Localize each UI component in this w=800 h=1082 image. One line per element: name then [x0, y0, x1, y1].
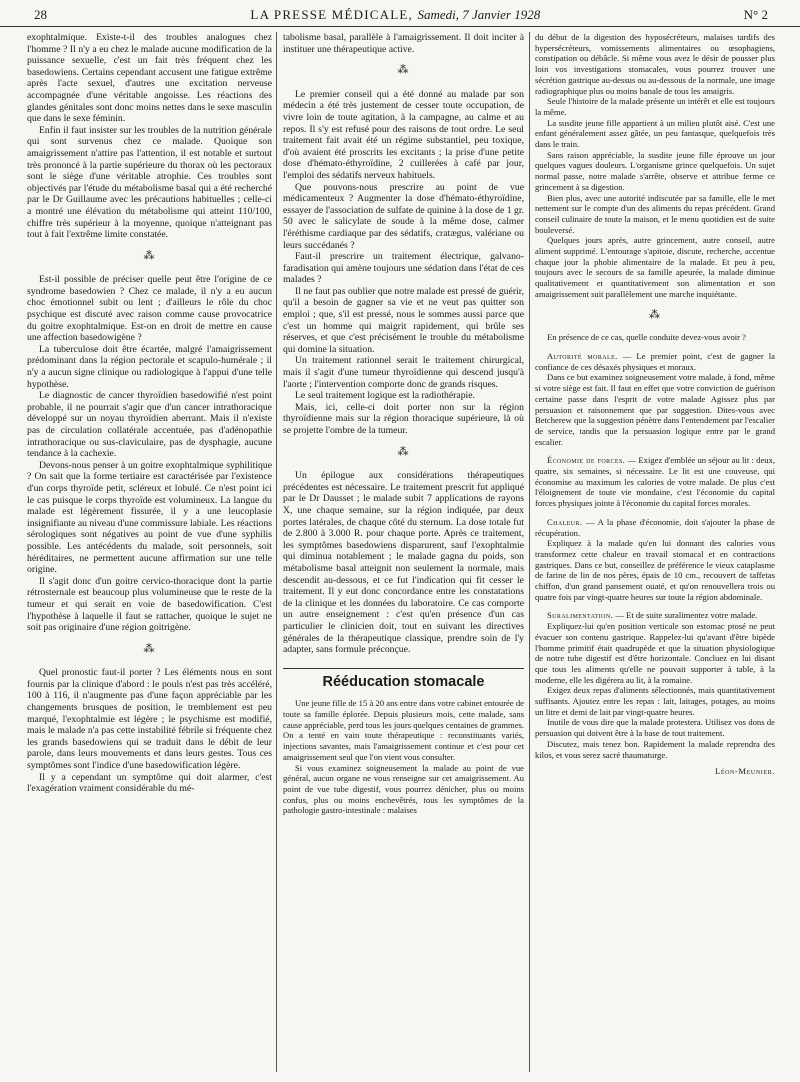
section-ornament: ⁂	[143, 249, 156, 262]
paragraph	[535, 517, 775, 538]
paragraph-text: — Le premier point, c'est de gagner la confiance de ces désaxés physiques et moraux.	[535, 350, 775, 372]
paragraph: du début de la digestion des hyposécréteurs, malaises tardifs des hypersécréteurs, vomissements alimentaires ou œsophagiens, constipation ou débâcle. Si même vous avez le désir de pousser plus loin vos investigations stomacales, vous pourrez trouver une sécrétion gastrique au-dessus ou au-dessous de la normale, une image radiographique plus ou moins banale de tous les amaigris.	[535, 32, 775, 96]
paragraph	[535, 610, 775, 621]
paragraph: Faut-il prescrire un traitement électrique, galvano-faradisation qui amène toujours une sédation dans l'état de ces malades ?	[283, 251, 524, 286]
paragraph: Exigez deux repas d'aliments sélectionnés, mais quantitativement suffisants. Ajoutez entre les repas : lait, laitages, potages, au moins un litre et demi de lait par vingt-quatre heures.	[535, 685, 775, 717]
paragraph: La susdite jeune fille appartient à un milieu plutôt aisé. C'est une enfant généralement assez gâtée, un peu fantasque, quelquefois très dans le train.	[535, 117, 775, 150]
issue-number: N° 2	[743, 7, 768, 22]
paragraph: Est-il possible de préciser quelle peut être l'origine de ce syndrome basedowien ? Chez ce malade, il n'y a eu aucun choc émotionnel subit ou lent ; d'ailleurs le rôle du choc psychique est discuté avec raison comme cause provocatrice du goitre exophtalmique. Est-on en droit de mettre en cause une affection basedowigène ?	[27, 274, 272, 344]
issue-date: Samedi, 7 Janvier 1928	[417, 7, 541, 22]
subheading: Économie de forces.	[547, 455, 626, 466]
section-title: Rééducation stomacale	[283, 668, 524, 689]
paragraph: Devons-nous penser à un goitre exophtalmique syphilitique ? On sait que la forme tertiaire est caractérisée par l'existence d'un corps thyroïde petit, scléreux et lobulé. Ce n'est point ici le cas puisque le corps thyroïde est volumineux. La langue du malade est légèrement fissurée, il y a une leucoplasie insignifiante au niveau d'une commissure labiale. Les réactions sérologiques sont négatives au point de vue d'une syphilis possible. Les antécédents du malade, soit personnels, soit héréditaires, ne permettent aucune affirmation sur une telle origine.	[27, 459, 272, 576]
article-columns	[27, 32, 775, 1076]
paragraph: La tuberculose doit être écartée, malgré l'amaigrissement prédominant dans la région pectorale et scapulo-humérale ; il n'y a aucun signe clinique ou radiologique à l'appui d'une telle hypothèse.	[27, 343, 272, 390]
paragraph: Discutez, mais tenez bon. Rapidement la malade reprendra des kilos, et vous serez sacré thaumaturge.	[535, 738, 775, 760]
subheading: Chaleur.	[547, 516, 583, 527]
paragraph: Un épilogue aux considérations thérapeutiques précédentes est nécessaire. Le traitement prescrit fut appliqué par le Dr Dausset ; le malade subit 7 applications de rayons X, une chaque semaine, sur la région indiquée, par deux portes latérales, de chaque côté du sternum. La dose totale fut de 2.800 à 3.000 R. pour chaque porte. Après ce traitement, les symptômes basedowiens disparurent, sauf l'exophtalmie qui diminua notablement ; le malade gagna du poids, son métabolisme basal atteignit non seulement la normale, mais descendit au-dessous, et ce fut l'indication qui fit cesser le traitement. Il y eut donc concordance entre les constatations de la clinique et les données du laboratoire. Ce cas comporte un autre enseignement : c'est qu'en présence d'un cas particulier le clinicien doit, tout en suivant les directives générales de la thérapeutique classique, prendre soin de l'y adapter, sans formule préconçue.	[283, 470, 524, 656]
paragraph: exophtalmique. Existe-t-il des troubles analogues chez l'homme ? Il n'y a eu chez le malade aucune modification de la puissance sexuelle, c'est un fait très fréquent chez les basedowiens. Certains cependant accusent une fatigue extrême après l'acte sexuel, d'autres une excitation nerveuse accompagnée d'une véritable angoisse. Les réactions des glandes génitales sont donc moins nettes dans le sexe masculin que dans le sexe féminin.	[27, 32, 272, 125]
paragraph: Expliquez-lui qu'en position verticale son estomac ptosé ne peut évacuer son contenu gastrique. Rappelez-lui qu'avant d'être bipède l'homme primitif était quadrupède et que la situation physiologique de notre tube digestif est d'être horizontale. Concluez en lui disant que tous les aliments qu'elle ne pouvait supporter à table, à la moderne, elle les digérera au lit, à la romaine.	[535, 621, 775, 685]
subheading: Suralimentation.	[547, 610, 614, 621]
journal-name: LA PRESSE MÉDICALE,	[250, 7, 413, 22]
paragraph: Il s'agit donc d'un goitre cervico-thoracique dont la partie rétrosternale est beaucoup plus volumineuse que le reste de la tumeur et qui serait en voie de basedowification. C'est l'hypothèse à laquelle il faut se rattacher, quoique le sujet ne soit pas originaire d'une région goitrigène.	[27, 575, 272, 634]
section-ornament: ⁂	[397, 445, 410, 458]
paragraph: En présence de ce cas, quelle conduite devez-vous avoir ?	[547, 332, 746, 343]
column-1	[27, 32, 272, 1076]
paragraph: Le premier conseil qui a été donné au malade par son médecin a été très justement de cesser toute occupation, de vivre loin de toute agitation, à la campagne, au calme et au repos. Il s'y est refusé pour des raisons de tout ordre. Le seul traitement fait avait été un régime substantiel, peu toxique, d'où avaient été proscrits les excitants ; la prise d'une petite dose d'hémato-éthyroïdine, 2 cuillerées à café par jour, l'emploi des sédatifs nerveux habituels.	[283, 88, 524, 181]
author-signature: Léon-Meunier.	[714, 766, 775, 777]
paragraph: Quelques jours après, autre grincement, autre conseil, autre aliment supprimé. L'entourage s'apitoie, discute, recherche, accentue chaque jour la phobie alimentaire de la malade. Et peu à peu, toujours avec le secours de sa famille apeurée, la malade diminue qualitativement et quantitativement son alimentation et son amaigrissement suit parallèlement une marche inquiétante.	[535, 235, 775, 299]
paragraph: Sans raison appréciable, la susdite jeune fille éprouve un jour quelques vagues douleurs. L'organisme grince quelquefois. Un sujet normal passe, notre malade s'arrête, observe et attribue ferme ce grincement à sa digestion.	[535, 149, 775, 192]
paragraph: Il y a cependant un symptôme qui doit alarmer, c'est l'exagération vraiment considérable du mé-	[27, 771, 272, 795]
paragraph: Seule l'histoire de la malade présente un intérêt et elle est toujours la même.	[535, 96, 775, 117]
section-ornament: ⁂	[397, 64, 410, 77]
page-header	[0, 4, 800, 27]
paragraph: Il ne faut pas oublier que notre malade est pressé de guérir, qu'il a besoin de gagner sa vie et ne veut pas quitter son emploi ; que, s'il est pressé, nous le sommes aussi parce que c'est un homme qui maigrit rapidement, qui brûle ses réserves, et que c'est précisément le trouble du métabolisme qui domine la situation.	[283, 285, 524, 355]
paragraph-text: — A la phase d'économie, doit s'ajouter la phase de récupération.	[535, 516, 775, 538]
paragraph: Une jeune fille de 15 à 20 ans entre dans votre cabinet entourée de toute sa famille éplorée. Depuis plusieurs mois, cette malade, sans cause appréciable, perd tous les jours quelques centaines de grammes. On a tenté en vain toute thérapeutique : reconstituants variés, injections savantes, mais l'amaigrissement continue et c'est pour cet amaigrissement seul que l'on vient vous consulter.	[283, 698, 524, 762]
paragraph: Dans ce but examinez soigneusement votre malade, à fond, même si votre siège est fait. Il faut en effet que votre conviction de guérison certaine passe dans l'esprit de votre malade Agissez plus par persuasion et raisonnement que par suggestion. Dites-vous avec Betcherew que la suggestion pénètre dans l'entendement par l'escalier de service, tandis que la persuasion logique entre par le grand escalier.	[535, 372, 775, 447]
paragraph: Mais, ici, celle-ci doit porter non sur la région thyroïdienne mais sur la région thoracique supérieure, là où se projette l'ombre de la tumeur.	[283, 401, 524, 436]
paragraph: Que pouvons-nous prescrire au point de vue médicamenteux ? Augmenter la dose d'hémato-éthyroïdine, essayer de l'association de sulfate de quinine à la dose de 1 gr. 50 avec le salicylate de soude à la même dose, calmer l'éréthisme cardiaque par des sédatifs, cratægus, valériane ou leurs succédanés ?	[283, 181, 524, 251]
paragraph: Le diagnostic de cancer thyroïdien basedowifié n'est point probable, il ne pourrait s'agir que d'un cancer intrathoracique développé sur un noyau thyroïdien aberrant. Mais il n'existe pas de circulation collatérale accentuée, pas d'adénopathie intrathoracique ou sus-claviculaire, pas de dysphagie, aucune tendance à la cachexie.	[27, 390, 272, 460]
paragraph: Inutile de vous dire que la malade protestera. Utilisez vos dons de persuasion qui doivent être à la base de tout traitement.	[535, 717, 775, 739]
column-2	[283, 32, 524, 1076]
journal-title	[250, 7, 540, 23]
paragraph	[535, 455, 775, 509]
subheading: Autorité morale.	[547, 350, 618, 361]
paragraph: Le seul traitement logique est la radiothérapie.	[295, 390, 475, 402]
page-number: 28	[34, 7, 47, 22]
paragraph-text: — Et de suite suralimentez votre malade.	[613, 610, 758, 621]
paragraph: Bien plus, avec une autorité indiscutée par sa famille, elle le met nettement sur le compte d'un des aliments du repas précédent. Grand conseil culinaire de toute la maison, et le menu quotidien est de suite bouleversé.	[535, 192, 775, 235]
column-3	[535, 32, 775, 1076]
paragraph: Expliquez à la malade qu'en lui donnant des calories vous transformez cette chaleur en travail stomacal et en contractions gastriques. Dans ce but, conseillez de préférence le vieux cataplasme de farine de lin de nos pères, épais de 10 cm., recouvert de taffetas chiffon, d'un grand pansement ouaté, et qu'on renouvellera trois ou quatre fois par vingt-quatre heures sur toute la région abdominale.	[535, 538, 775, 602]
paragraph-text: — Exigez d'emblée un séjour au lit : deux, quatre, six semaines, si nécessaire. Le lit est une couveuse, qui économise au maximum les calories de votre malade. De plus c'est l'éloignement de toute vie mondaine, c'est l'économie du capital forces physiques jointe à l'économie du capital forces morales.	[535, 455, 775, 509]
paragraph: Enfin il faut insister sur les troubles de la nutrition générale qui sont survenus chez ce malade. Quoique son amaigrissement n'attire pas l'attention, il est notable et surtout très prononcé à la partie supérieure du thorax où les pectoraux sont le siège d'une véritable atrophie. Ces troubles sont objectivés par l'étude du métabolisme basal qui a été recherché par le Dr Guillaume avec les précautions habituelles ; celle-ci a montré une élévation du métabolisme qui atteint 110/100, chiffre très supérieur à la moyenne, quoique n'atteignant pas tout à fait l'extrême limite constatée.	[27, 124, 272, 241]
section-ornament: ⁂	[143, 642, 156, 655]
paragraph	[535, 351, 775, 372]
section-ornament: ⁂	[649, 308, 661, 321]
paragraph: Un traitement rationnel serait le traitement chirurgical, mais il s'agit d'une tumeur thyroïdienne qui descend jusqu'à l'aorte ; l'intervention comporte donc de grands risques.	[283, 355, 524, 390]
paragraph: tabolisme basal, parallèle à l'amaigrissement. Il doit inciter à instituer une thérapeutique active.	[283, 32, 524, 55]
paragraph: Quel pronostic faut-il porter ? Les éléments nous en sont fournis par la clinique d'abord : le pouls n'est pas très accéléré, 100 à 116, il n'augmente pas d'une façon appréciable par les changements brusques de position, le tremblement est peu marqué, l'exophtalmie est légère ; le psychisme est modifié, mais le malade n'a pas cette instabilité fébrile si fréquente chez les grands basedowiens qui se traduit dans le débit de leur parole, dans leurs mouvements et dans leurs gestes. Tous ces symptômes sont l'indice d'une basedowification légère.	[27, 667, 272, 772]
paragraph: Si vous examinez soigneusement la malade au point de vue général, aucun organe ne vous renseigne sur cet amaigrissement. Au point de vue tube digestif, vous pourrez dénicher, plus ou moins confus, plus ou moins enchevêtrés, tous les symptômes de la pathologie gastro-intestinale : malaises	[283, 762, 524, 816]
